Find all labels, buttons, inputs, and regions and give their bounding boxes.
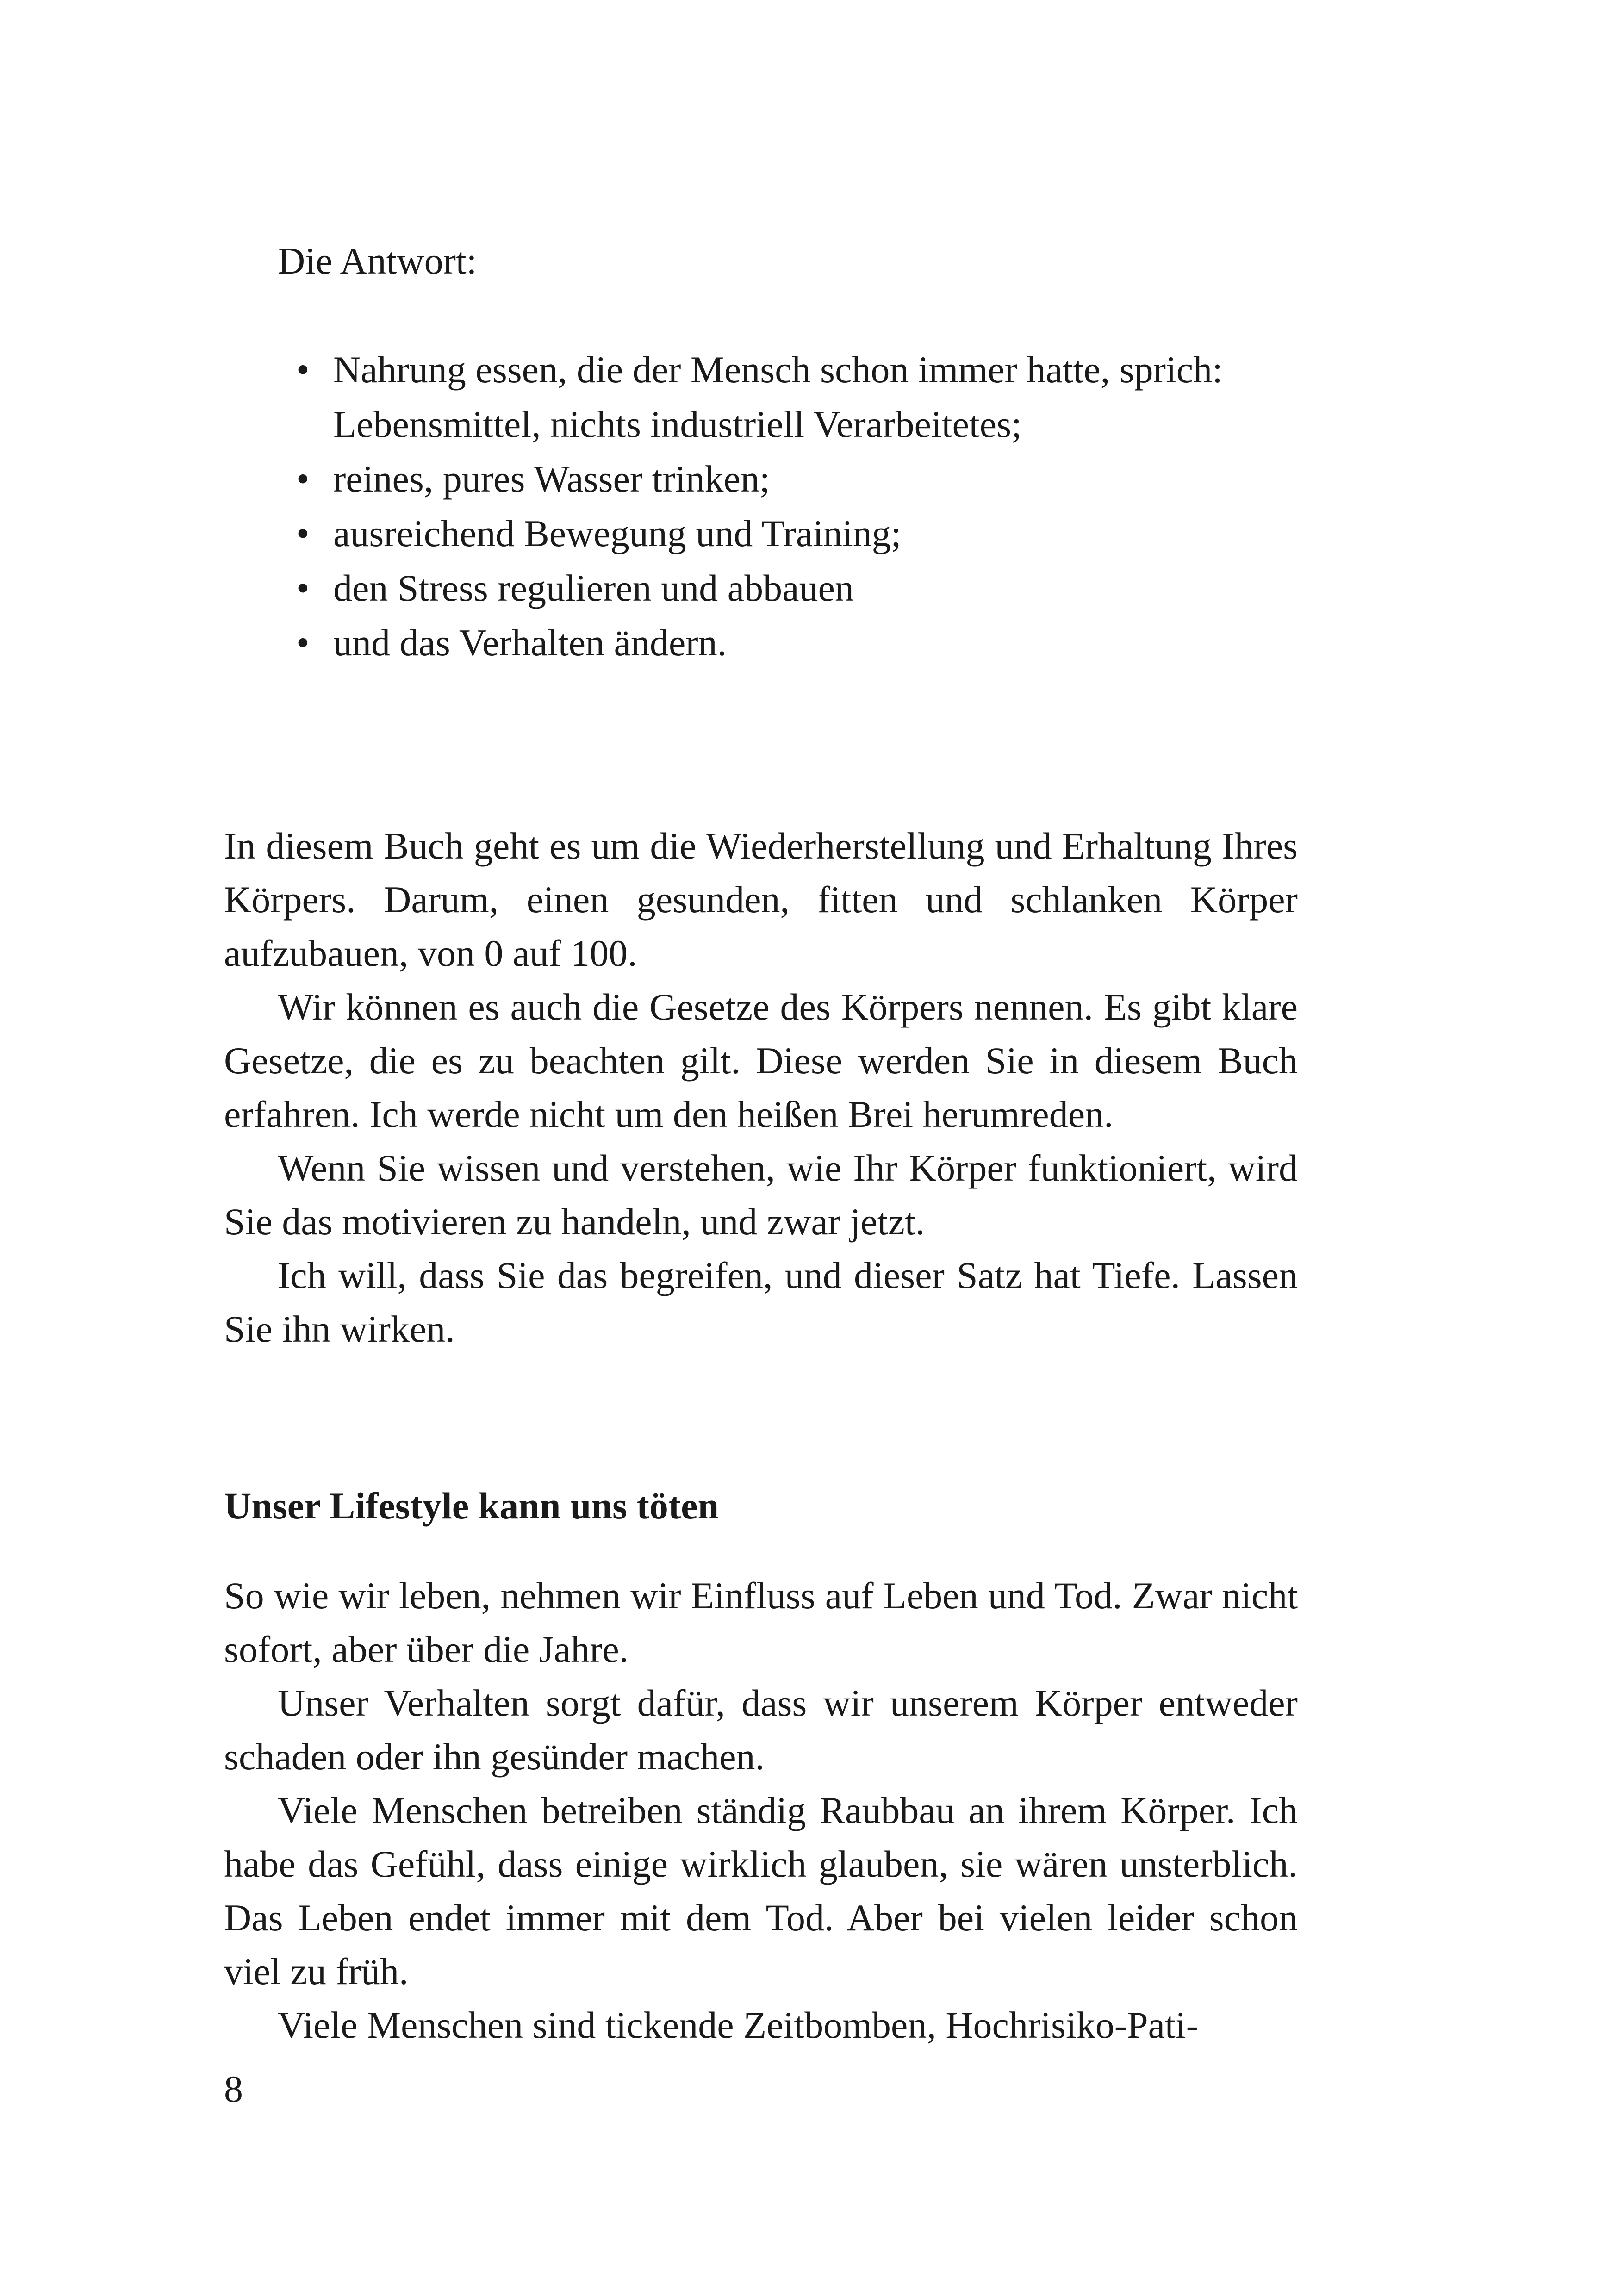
paragraph: Wenn Sie wissen und verstehen, wie Ihr Körper funktioniert, wird Sie das motivieren zu handeln, und zwar jetzt. — [224, 1147, 1298, 1243]
paragraph: Ich will, dass Sie das begreifen, und dieser Satz hat Tiefe. Lassen Sie ihn wirken. — [224, 1254, 1298, 1350]
intro-label: Die Antwort: — [278, 240, 477, 282]
answer-bullet-list — [296, 342, 1361, 670]
list-item: • Nahrung essen, die der Mensch schon immer hatte, sprich: Lebensmittel, nichts industriell Verarbeitetes; — [296, 342, 1361, 452]
body-text-section-1 — [224, 819, 1298, 1356]
paragraph: Unser Verhalten sorgt dafür, dass wir unserem Körper entweder schaden oder ihn gesünder machen. — [224, 1682, 1298, 1778]
section-heading: Unser Lifestyle kann uns töten — [224, 1485, 719, 1527]
paragraph: Wir können es auch die Gesetze des Körpers nennen. Es gibt klare Gesetze, die es zu beachten gilt. Diese werden Sie in diesem Buch erfahren. Ich werde nicht um den heißen Brei herumreden. — [224, 986, 1298, 1135]
list-item: • den Stress regulieren und abbauen — [296, 561, 1361, 616]
body-text-section-2 — [224, 1569, 1298, 2052]
page-number: 8 — [224, 2068, 243, 2110]
paragraph: Viele Menschen sind tickende Zeitbomben, Hochrisiko-Pati- — [278, 2004, 1199, 2046]
paragraph: So wie wir leben, nehmen wir Einfluss auf Leben und Tod. Zwar nicht sofort, aber über die Jahre. — [224, 1574, 1298, 1670]
list-item: • ausreichend Bewegung und Training; — [296, 506, 1361, 561]
paragraph: In diesem Buch geht es um die Wiederherstellung und Erhaltung Ihres Körpers. Darum, einen gesunden, fitten und schlanken Körper aufzubauen, von 0 auf 100. — [224, 825, 1298, 974]
paragraph: Viele Menschen betreiben ständig Raubbau an ihrem Körper. Ich habe das Gefühl, dass einige wirklich glauben, sie wären unsterblich. Das Leben endet immer mit dem Tod. Aber bei vielen leider schon viel zu früh. — [224, 1789, 1298, 1992]
list-item: • und das Verhalten ändern. — [296, 616, 1361, 670]
list-item: • reines, pures Wasser trinken; — [296, 452, 1361, 506]
